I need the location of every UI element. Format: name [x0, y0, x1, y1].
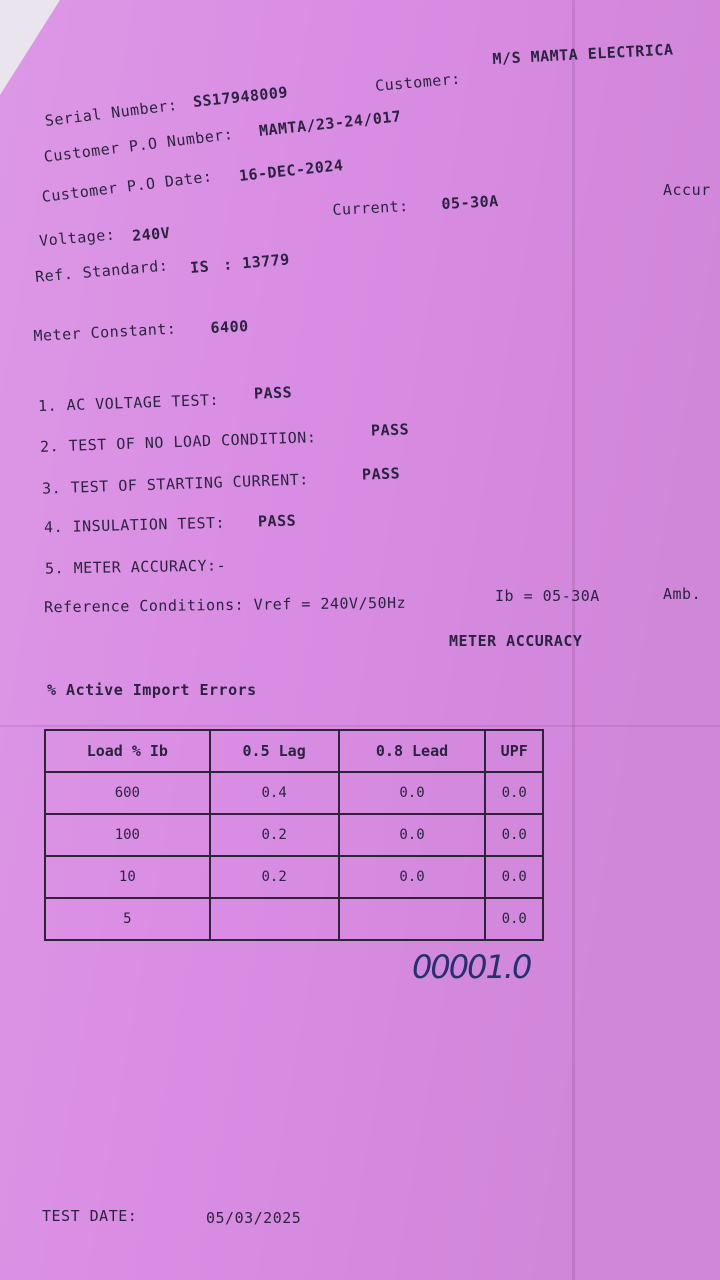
- table-row: [45, 898, 543, 940]
- test-date-value: 05/03/2025: [206, 1209, 302, 1227]
- paper-fold-horizontal: [0, 725, 720, 727]
- voltage-label: Voltage:: [38, 225, 116, 250]
- table-cell: 0.0: [485, 814, 543, 856]
- table-cell: 0.0: [339, 772, 486, 814]
- table-cell: 0.0: [485, 772, 543, 814]
- po-date-label: Customer P.O Date:: [40, 167, 214, 206]
- current-value: 05-30A: [441, 192, 500, 213]
- accuracy-fragment: Accur: [663, 181, 711, 199]
- errors-title: % Active Import Errors: [47, 681, 257, 699]
- table-cell: [339, 898, 486, 940]
- customer-label: Customer:: [374, 69, 462, 95]
- ref-standard-number: : 13779: [222, 250, 291, 274]
- table-cell: 0.4: [210, 772, 339, 814]
- table-cell: 0.0: [339, 856, 486, 898]
- column-header: UPF: [485, 730, 543, 772]
- reference-amb: Amb.: [663, 585, 702, 603]
- table-cell: [210, 898, 339, 940]
- po-number-label: Customer P.O Number:: [42, 124, 235, 166]
- table-row: [45, 856, 543, 898]
- test-label: 5. METER ACCURACY:-: [44, 556, 227, 578]
- handwritten-reading: 00001.0: [412, 948, 531, 986]
- table-cell: 0.0: [485, 856, 543, 898]
- meter-constant-label: Meter Constant:: [33, 319, 177, 345]
- test-result: PASS: [370, 420, 410, 440]
- meter-accuracy-title: METER ACCURACY: [449, 632, 583, 650]
- test-label: 3. TEST OF STARTING CURRENT:: [41, 470, 310, 498]
- po-number-value: MAMTA/23-24/017: [258, 107, 403, 140]
- test-date-label: TEST DATE:: [42, 1207, 138, 1225]
- test-result: PASS: [361, 464, 401, 484]
- test-label: 1. AC VOLTAGE TEST:: [37, 390, 220, 416]
- table-cell: 100: [45, 814, 210, 856]
- voltage-value: 240V: [131, 223, 171, 245]
- table-row: [45, 772, 543, 814]
- table-cell: 0.0: [485, 898, 543, 940]
- table-row: [45, 814, 543, 856]
- accuracy-table: [44, 729, 544, 941]
- meter-constant-value: 6400: [210, 317, 250, 337]
- po-date-value: 16-DEC-2024: [238, 156, 345, 185]
- folded-corner: [0, 0, 60, 95]
- table-cell: 0.2: [210, 814, 339, 856]
- test-result: PASS: [257, 511, 297, 531]
- table-cell: 0.2: [210, 856, 339, 898]
- reference-ib: Ib = 05-30A: [495, 587, 600, 605]
- table-cell: 600: [45, 772, 210, 814]
- table-cell: 0.0: [339, 814, 486, 856]
- table-cell: 5: [45, 898, 210, 940]
- customer-value: M/S MAMTA ELECTRICA: [492, 40, 674, 68]
- serial-value: SS17948009: [192, 83, 289, 111]
- test-label: 4. INSULATION TEST:: [43, 513, 226, 537]
- ref-standard-is: IS: [189, 257, 210, 277]
- test-result: PASS: [253, 383, 293, 403]
- reference-conditions: Reference Conditions: Vref = 240V/50Hz: [43, 593, 407, 617]
- table-header-row: [45, 730, 543, 772]
- column-header: 0.8 Lead: [339, 730, 486, 772]
- column-header: Load % Ib: [45, 730, 210, 772]
- ref-standard-label: Ref. Standard:: [34, 256, 169, 286]
- serial-label: Serial Number:: [43, 95, 179, 130]
- table-cell: 10: [45, 856, 210, 898]
- current-label: Current:: [332, 197, 410, 219]
- test-label: 2. TEST OF NO LOAD CONDITION:: [39, 428, 317, 456]
- column-header: 0.5 Lag: [210, 730, 339, 772]
